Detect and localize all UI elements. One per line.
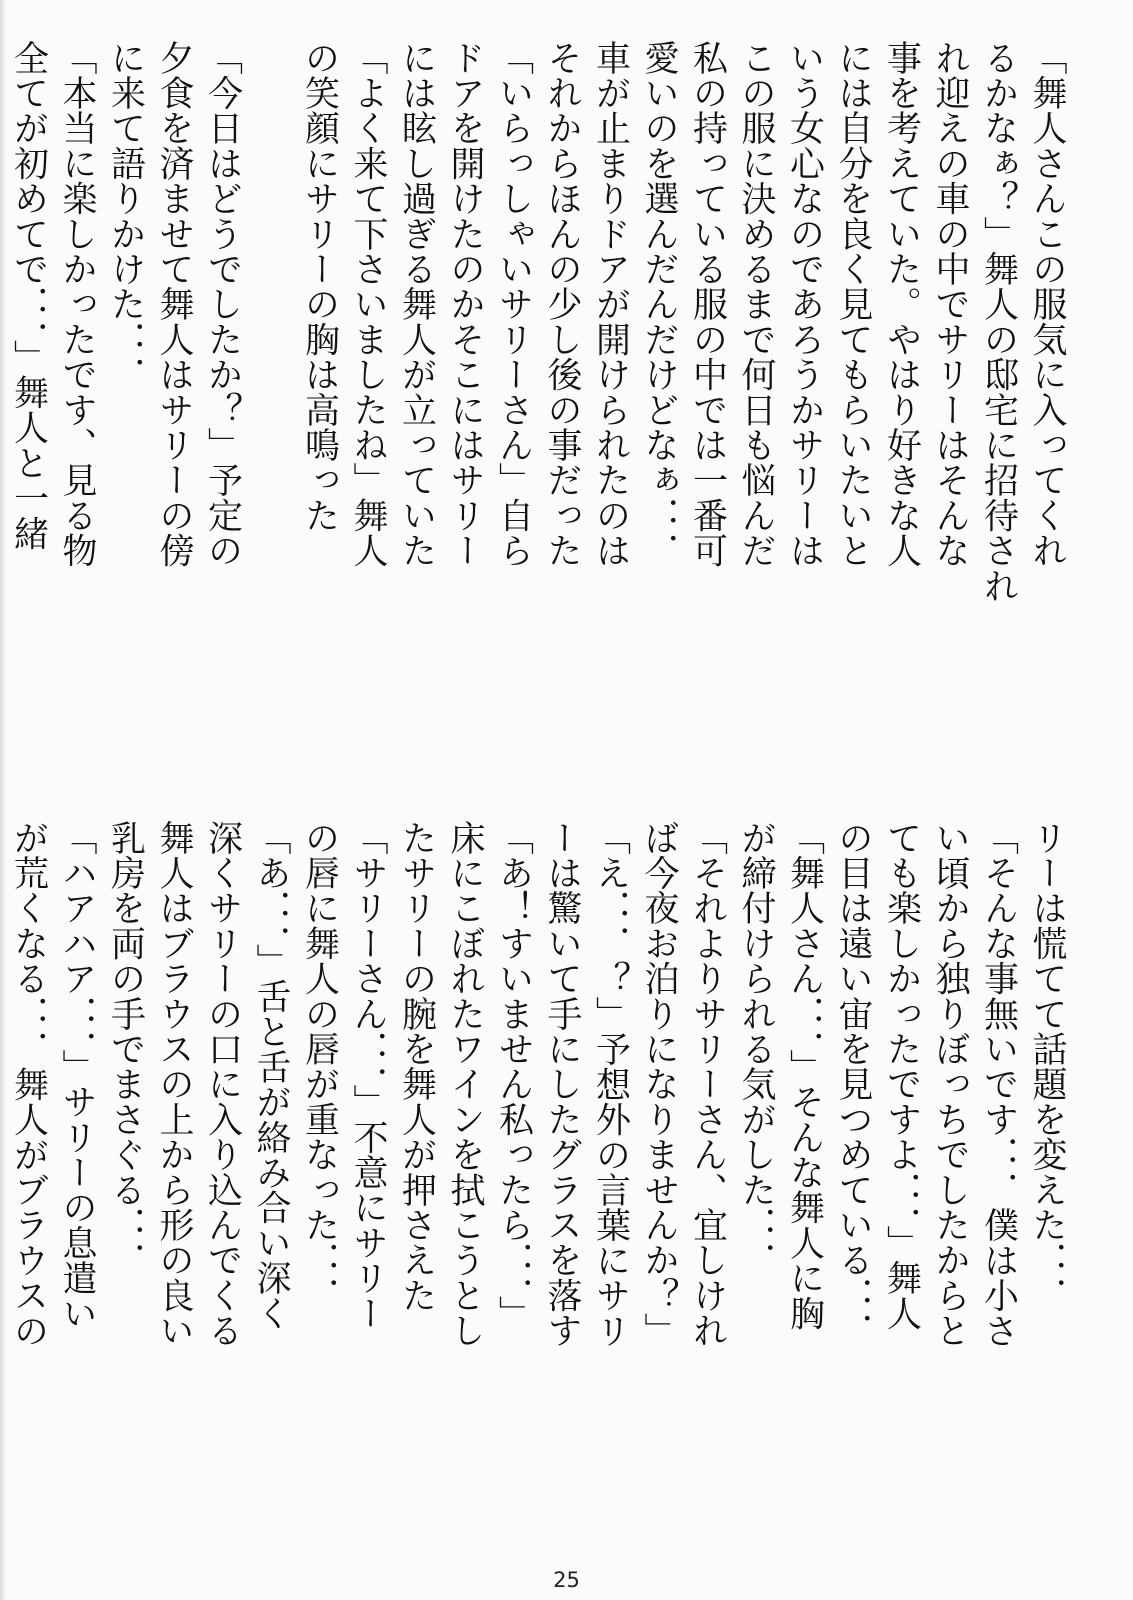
lower-column: 「それよりサリーさん、宜しけれ xyxy=(687,820,728,1348)
upper-text-block xyxy=(8,40,1071,760)
lower-column: ば今夜お泊りになりませんか？」 xyxy=(639,820,679,1348)
upper-column: 車が止まりドアが開けられたのは xyxy=(590,40,631,568)
lower-column: リーは慌てて話題を変えた．．． xyxy=(1027,820,1067,1313)
upper-column: 夕食を済ませて舞人はサリーの傍 xyxy=(154,40,194,568)
upper-column: に来て語りかけた．．． xyxy=(105,40,146,393)
lower-column: ーは驚いて手にしたグラスを落す xyxy=(542,820,582,1348)
lower-column: が荒くなる．．．舞人がブラウスの xyxy=(8,820,49,1349)
page-number: 25 xyxy=(553,1568,580,1592)
upper-column: 「いらっしゃいサリーさん」自ら xyxy=(493,40,534,568)
lower-text-block xyxy=(8,820,1071,1550)
upper-column: 「よく来て下さいましたね」舞人 xyxy=(348,40,388,568)
lower-column: 「あ．．．」舌と舌が絡み合い深く xyxy=(251,820,291,1331)
upper-column: 「今日はどうでしたか？」予定の xyxy=(202,40,243,568)
upper-column: 全てが初めてで．．．」舞人と一緒 xyxy=(8,40,49,551)
upper-column: には自分を良く見てもらいたいと xyxy=(833,40,873,568)
upper-column: 私の持っている服の中では一番可 xyxy=(687,40,728,568)
lower-column: ても楽しかったですよ．．．」舞人 xyxy=(881,820,922,1331)
lower-column: 「舞人さん．．．」そんな舞人に胸 xyxy=(784,820,825,1331)
upper-column xyxy=(247,40,296,760)
lower-column: 床にこぼれたワインを拭こうとし xyxy=(445,820,485,1348)
lower-column: たサリーの腕を舞人が押さえた xyxy=(396,820,437,1313)
lower-column: い頃から独りぼっちでしたからと xyxy=(930,820,970,1348)
upper-column: の笑顔にサリーの胸は高鳴った xyxy=(299,40,340,533)
upper-column: るかなぁ？」舞人の邸宅に招待され xyxy=(978,40,1019,604)
lower-column: 「え．．．？」予想外の言葉にサリ xyxy=(590,820,631,1349)
lower-column xyxy=(0,820,4,1550)
upper-column: には眩し過ぎる舞人が立っていた xyxy=(396,40,437,568)
lower-column: 「ハアハア．．．」サリーの息遣い xyxy=(57,820,97,1331)
lower-column: 舞人はブラウスの上から形の良い xyxy=(154,820,194,1348)
upper-column: 愛いのを選んだんだけどなぁ．．． xyxy=(639,40,679,569)
lower-column: 「あ！すいません私ったら．．．」 xyxy=(493,820,534,1331)
upper-column xyxy=(0,40,4,760)
upper-column: いう女心なのであろうかサリーは xyxy=(784,40,825,568)
upper-column: 「舞人さんこの服気に入ってくれ xyxy=(1027,40,1067,568)
lower-column: 乳房を両の手でまさぐる．．． xyxy=(105,820,146,1278)
lower-column: 「サリーさん．．．」不意にサリー xyxy=(348,820,388,1331)
lower-column: 「そんな事無いです．．．僕は小さ xyxy=(978,820,1019,1349)
upper-column: それからほんの少し後の事だった xyxy=(542,40,582,568)
lower-column: の目は遠い宙を見つめている．．． xyxy=(833,820,873,1349)
upper-column: ドアを開けたのかそこにはサリー xyxy=(445,40,485,568)
lower-column: が締付けられる気がした．．． xyxy=(736,820,776,1278)
lower-column: の唇に舞人の唇が重なった．．． xyxy=(299,820,340,1313)
upper-column: 「本当に楽しかったです、見る物 xyxy=(57,40,97,568)
lower-column: 深くサリーの口に入り込んでくる xyxy=(202,820,243,1348)
upper-column: 事を考えていた。やはり好きな人 xyxy=(881,40,922,568)
upper-column: れ迎えの車の中でサリーはそんな xyxy=(930,40,970,568)
upper-column: この服に決めるまで何日も悩んだ xyxy=(736,40,776,568)
